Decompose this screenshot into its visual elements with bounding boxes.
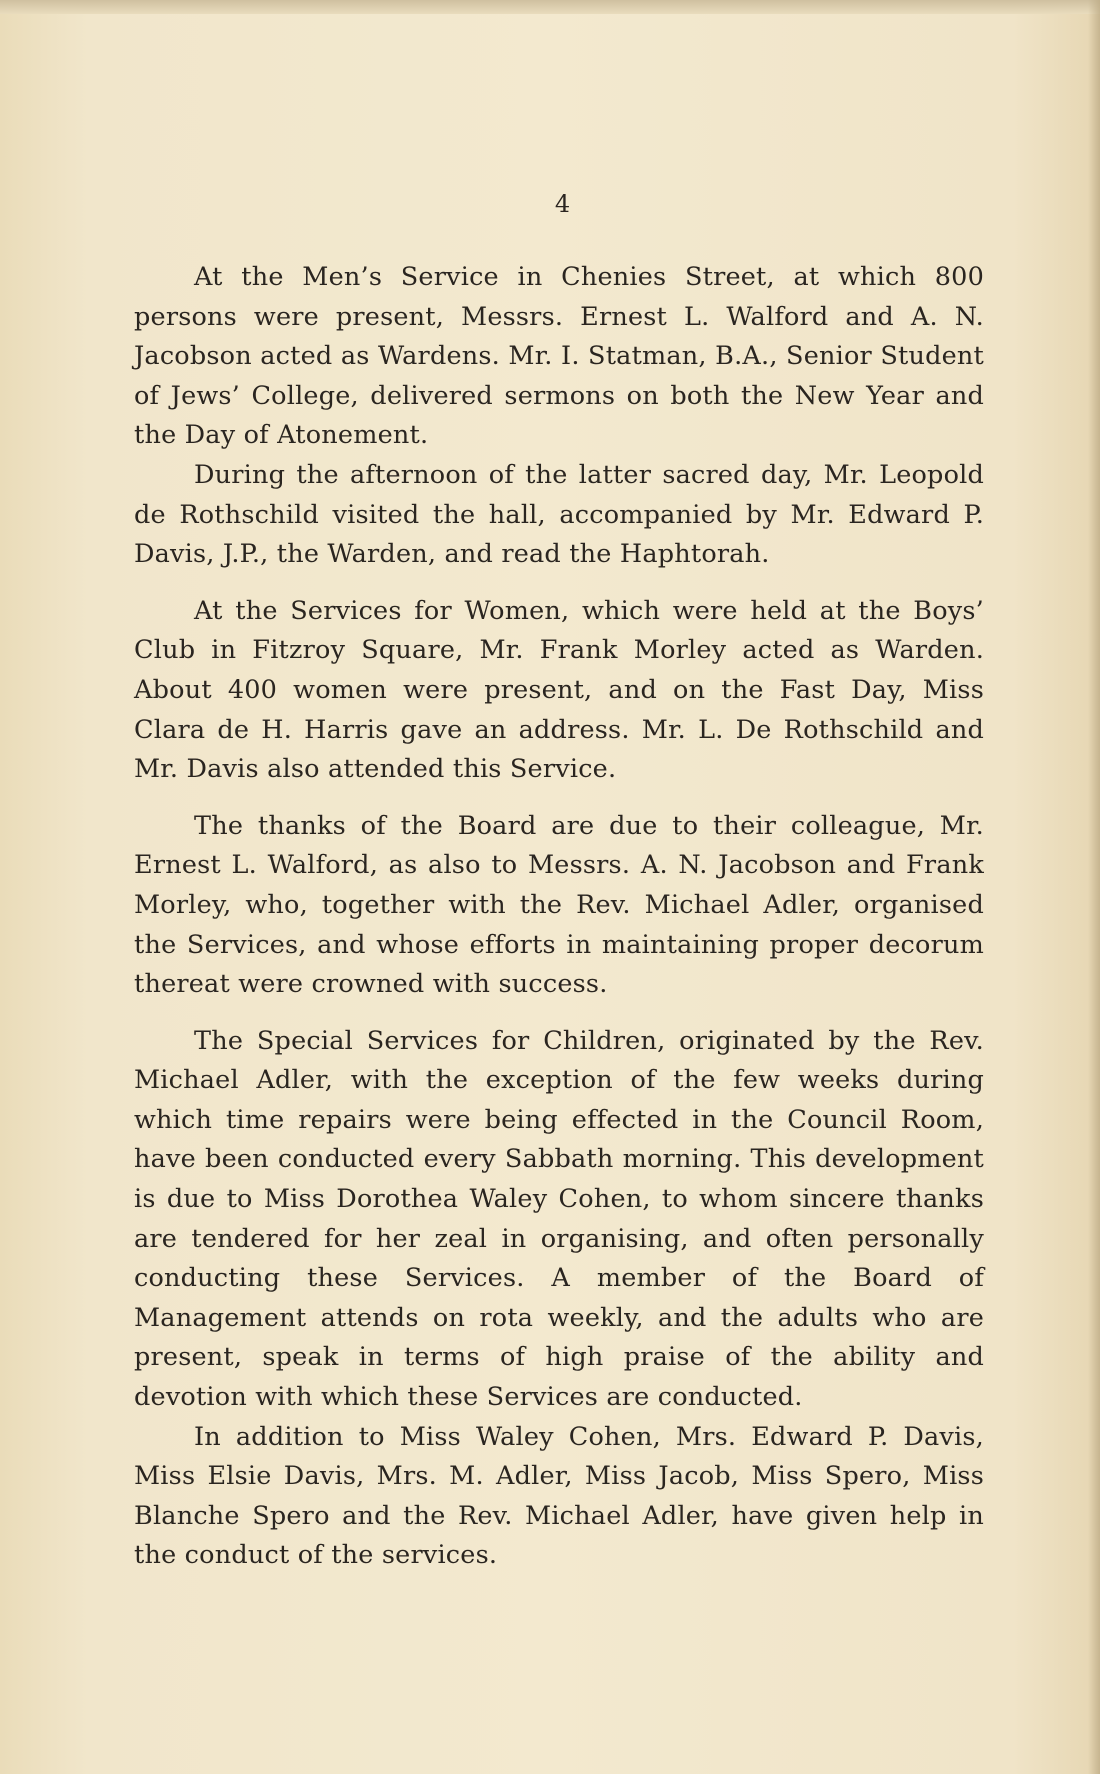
- paper-right-edge: [1088, 0, 1100, 1774]
- paragraph-womens-service: At the Services for Women, which were held at the Boys’ Club in Fitzroy Square, Mr. Frank Morley acted as Warden. About 400 women were present, and on the Fast Day, Miss Clara de H. Harris gave an address. Mr. L. De Rothschild and Mr. Davis also attended this Service.: [134, 595, 984, 785]
- paragraph-afternoon-visit: During the afternoon of the latter sacred day, Mr. Leopold de Rothschild visited the hall, accompanied by Mr. Edward P. Davis, J.P., the Warden, and read the Haphtorah.: [134, 459, 984, 570]
- page-number: 4: [554, 190, 571, 218]
- paragraph-thanks: The thanks of the Board are due to their colleague, Mr. Ernest L. Walford, as also to Messrs. A. N. Jacobson and Frank Morley, who, together with the Rev. Michael Adler, organised the Services, and whose efforts in maintaining proper decorum thereat were crowned with success.: [134, 810, 984, 1000]
- paragraph-mens-service: At the Men’s Service in Chenies Street, at which 800 persons were present, Messrs. Ernest L. Walford and A. N. Jacobson acted as Wardens. Mr. I. Statman, B.A., Senior Student of Jews’ College, delivered sermons on both the New Year and the Day of Atonement.: [134, 262, 984, 451]
- paragraph-childrens-services: The Special Services for Children, originated by the Rev. Michael Adler, with the exception of the few weeks during which time repairs were being effected in the Council Room, have been conducted every Sabbath morning. This development is due to Miss Dorothea Waley Cohen, to whom sincere thanks are tendered for her zeal in organising, and often personally conducting these Services. A member of the Board of Management attends on rota weekly, and the adults who are present, speak in terms of high praise of the ability and devotion with which these Services are conducted.: [134, 1025, 984, 1413]
- body-text: [134, 258, 984, 1576]
- paragraph-helpers: In addition to Miss Waley Cohen, Mrs. Edward P. Davis, Miss Elsie Davis, Mrs. M. Adler, Miss Jacob, Miss Spero, Miss Blanche Spero and the Rev. Michael Adler, have given help in the conduct of the services.: [134, 1421, 984, 1571]
- paper-top-edge: [0, 0, 1100, 14]
